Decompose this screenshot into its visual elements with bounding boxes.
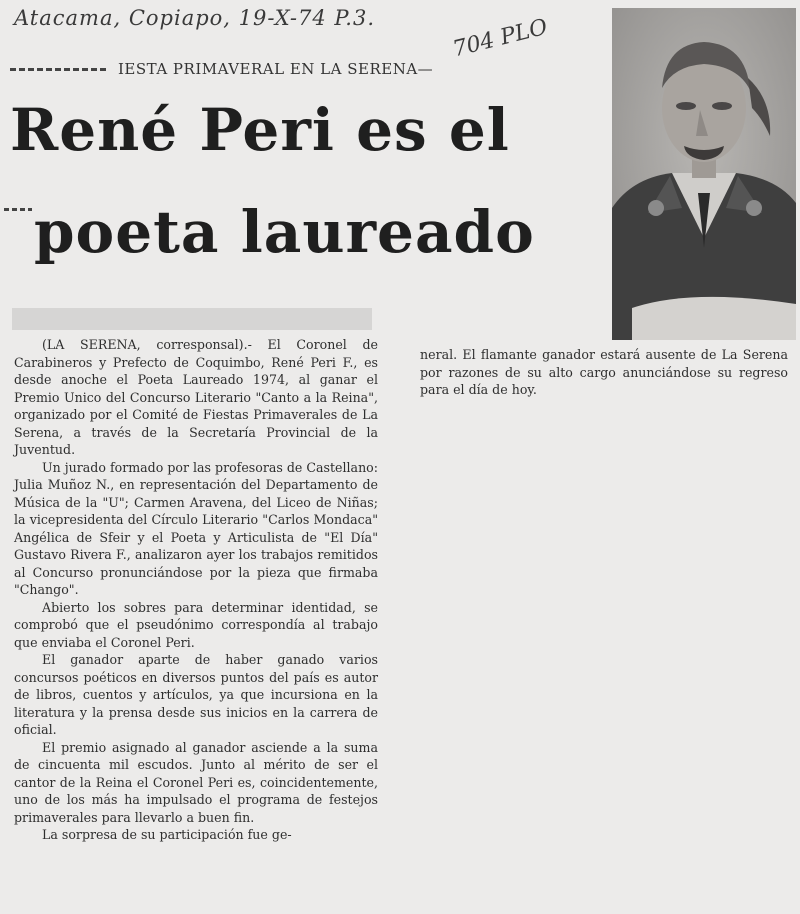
- kicker-rule: [10, 68, 108, 71]
- headline-line-1: René Peri es el: [10, 96, 510, 164]
- headline-line-2: poeta laureado: [34, 198, 535, 266]
- article-paragraph: (LA SERENA, corresponsal).- El Coronel de Carabineros y Prefecto de Coquimbo, René Peri F., es desde anoche el Poeta Laureado 1974, al ganar el Premio Unico del Concurso Literario "Canto a la Reina", organizado por el Comité de Fiestas Primaverales de La Serena, a través de la Secretaría Provincial de la Juventud.: [14, 337, 378, 457]
- article-paragraph: Abierto los sobres para determinar identidad, se comprobó que el pseudónimo correspondía al trabajo que enviaba el Coronel Peri.: [14, 599, 378, 650]
- headline-rule: [4, 208, 32, 211]
- article-paragraph: El ganador aparte de haber ganado varios concursos poéticos en diversos puntos del país es autor de libros, cuentos y artículos, ya que incursiona en la literatura y la prensa desde sus inicios en la carrera de oficial.: [14, 652, 378, 737]
- article-paragraph: El premio asignado al ganador asciende a la suma de cincuenta mil escudos. Junto al mérito de ser el cantor de la Reina el Coronel Peri es, coincidentemente, uno de los más ha impulsado el programa de festejos primaverales para llevarlo a buen fin.: [14, 739, 378, 825]
- article-body-left-column: [14, 336, 378, 844]
- handwritten-side-note: 704 PLO: [450, 14, 551, 63]
- article-paragraph: La sorpresa de su participación fue ge-: [42, 827, 292, 842]
- officer-portrait-image: [612, 8, 796, 340]
- bleed-through-text: [12, 300, 372, 340]
- article-paragraph: neral. El flamante ganador estará ausente de La Serena por razones de su alto cargo anunciándose su regreso para el día de hoy.: [420, 347, 788, 397]
- handwritten-source-note: Atacama, Copiapo, 19-X-74 P.3.: [14, 6, 375, 30]
- officer-photo: [612, 8, 796, 340]
- article-paragraph: Un jurado formado por las profesoras de Castellano: Julia Muñoz N., en representación del Departamento de Música de la "U"; Carmen Aravena, del Liceo de Niñas; la vicepresidenta del Círculo Literario "Carlos Mondaca" Angélica de Sfeir y el Poeta y Articulista de "El Día" Gustavo Rivera F., analizaron ayer los trabajos remitidos al Concurso pronunciándose por la pieza que firmaba "Chango".: [14, 459, 378, 597]
- kicker: IESTA PRIMAVERAL EN LA SERENA—: [118, 60, 434, 78]
- article-body-right-column: [420, 346, 788, 399]
